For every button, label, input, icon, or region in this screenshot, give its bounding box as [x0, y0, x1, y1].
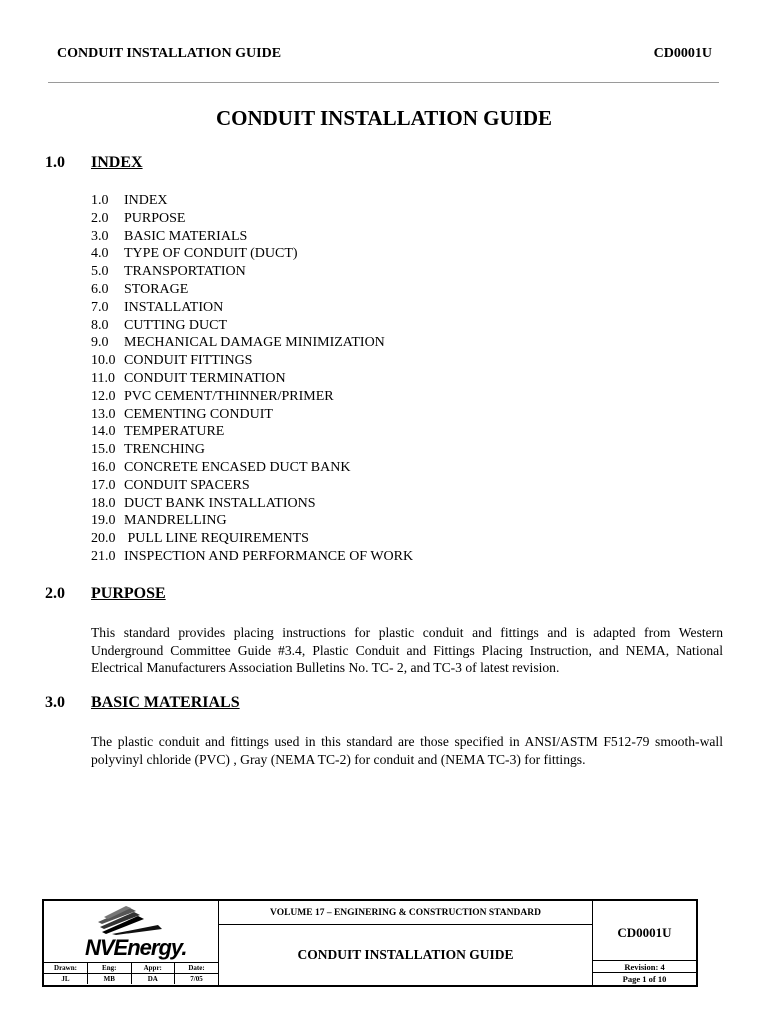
index-item-number: 5.0: [91, 264, 109, 280]
document-title: CONDUIT INSTALLATION GUIDE: [215, 106, 553, 130]
signoff-value-drawn: JL: [44, 974, 88, 985]
logo-wordmark: NVEnergy.: [85, 935, 187, 960]
index-item-label: CONCRETE ENCASED DUCT BANK: [124, 459, 351, 475]
footer-logo-cell: [44, 901, 219, 985]
index-item-label: CEMENTING CONDUIT: [124, 406, 273, 422]
index-item: [91, 263, 413, 281]
index-item-label: TRANSPORTATION: [124, 264, 246, 280]
index-item: [91, 512, 413, 530]
index-item: [91, 388, 413, 406]
section-title-basic-materials: BASIC MATERIALS: [91, 694, 240, 711]
basic-materials-paragraph: The plastic conduit and fittings used in this standard are those specified in ANSI/ASTM F512-79 smooth-wall polyvinyl chloride (PVC) , Gray (NEMA TC-2) for conduit and (NEMA TC-3) for fittings.: [91, 734, 723, 767]
index-item-number: 13.0: [91, 406, 116, 422]
index-item-label: DUCT BANK INSTALLATIONS: [124, 495, 316, 511]
index-item: [91, 228, 413, 246]
signoff-header-appr: Appr:: [131, 963, 175, 974]
index-item-label: BASIC MATERIALS: [124, 228, 248, 244]
index-item: [91, 548, 413, 566]
index-item-label: PVC CEMENT/THINNER/PRIMER: [124, 388, 334, 404]
header-doc-code: CD0001U: [653, 46, 712, 61]
index-item-number: 18.0: [91, 495, 116, 511]
index-item-label: TYPE OF CONDUIT (DUCT): [124, 246, 298, 262]
index-item-label: TRENCHING: [124, 442, 205, 458]
index-item: [91, 210, 413, 228]
footer-title-block: [42, 899, 698, 987]
signoff-header-date: Date:: [175, 963, 219, 974]
index-item-number: 7.0: [91, 299, 109, 315]
purpose-paragraph: This standard provides placing instructions for plastic conduit and fittings and is adapted from Western Underground Committee Guide #3.4, Plastic Conduit and Fittings Placing Instruction, and NEMA, National Electrical Manufacturers Association Bulletins No. TC- 2, and TC-3 of latest revision.: [91, 625, 723, 675]
index-item-number: 10.0: [91, 353, 116, 369]
signoff-value-eng: MB: [88, 974, 132, 985]
index-item: [91, 370, 413, 388]
header-title: CONDUIT INSTALLATION GUIDE: [57, 46, 282, 61]
index-item-number: 17.0: [91, 477, 116, 493]
footer-title-cell: [219, 901, 593, 985]
signoff-table: [44, 962, 218, 984]
index-item: [91, 245, 413, 263]
index-item: [91, 441, 413, 459]
index-item-number: 16.0: [91, 459, 116, 475]
index-item: [91, 352, 413, 370]
index-item-label: MECHANICAL DAMAGE MINIMIZATION: [124, 335, 385, 351]
index-item-label: INSPECTION AND PERFORMANCE OF WORK: [124, 548, 414, 564]
header-divider: [48, 82, 719, 83]
index-item-label: TEMPERATURE: [124, 424, 225, 440]
index-item: [91, 477, 413, 495]
index-item: [91, 317, 413, 335]
footer-info-cell: [593, 901, 696, 985]
index-item-label: MANDRELLING: [124, 513, 227, 529]
signoff-value-appr: DA: [131, 974, 175, 985]
index-item-number: 12.0: [91, 388, 116, 404]
footer-volume-label: VOLUME 17 – ENGINERING & CONSTRUCTION STANDARD: [219, 901, 592, 925]
index-item-label: CONDUIT FITTINGS: [124, 353, 253, 369]
index-item-number: 19.0: [91, 513, 116, 529]
index-item-label: STORAGE: [124, 281, 189, 297]
section-number-index: 1.0: [45, 154, 65, 171]
index-item-number: 3.0: [91, 228, 109, 244]
signoff-header-drawn: Drawn:: [44, 963, 88, 974]
energy-swoosh-icon: [94, 905, 164, 935]
index-item: [91, 530, 413, 548]
index-item: [91, 406, 413, 424]
index-list: [91, 192, 413, 566]
index-item-number: 1.0: [91, 193, 109, 208]
index-item-number: 9.0: [91, 335, 109, 351]
index-item-label: CUTTING DUCT: [124, 317, 228, 333]
index-item: [91, 334, 413, 352]
index-item: [91, 423, 413, 441]
index-item-number: 2.0: [91, 210, 109, 226]
footer-doc-code: CD0001U: [593, 901, 696, 961]
signoff-header-eng: Eng:: [88, 963, 132, 974]
index-item-number: 6.0: [91, 281, 109, 297]
signoff-value-date: 7/05: [175, 974, 219, 985]
index-item-label: PULL LINE REQUIREMENTS: [124, 531, 309, 547]
index-item: [91, 299, 413, 317]
section-number-purpose: 2.0: [45, 585, 65, 602]
footer-revision: Revision: 4: [593, 961, 696, 973]
index-item-number: 4.0: [91, 246, 109, 262]
section-title-index: INDEX: [91, 154, 143, 171]
index-item: [91, 281, 413, 299]
index-item-number: 11.0: [91, 370, 115, 386]
index-item: [91, 192, 413, 210]
index-item: [91, 459, 413, 477]
index-item-number: 14.0: [91, 424, 116, 440]
index-item-number: 20.0: [91, 531, 116, 547]
index-item-number: 15.0: [91, 442, 116, 458]
nv-energy-logo: [44, 901, 218, 962]
section-title-purpose: PURPOSE: [91, 585, 166, 602]
index-item-number: 8.0: [91, 317, 109, 333]
index-item-label: CONDUIT SPACERS: [124, 477, 250, 493]
index-item-number: 21.0: [91, 548, 116, 564]
index-item-label: CONDUIT TERMINATION: [124, 370, 286, 386]
index-item-label: INDEX: [124, 193, 168, 208]
index-item-label: INSTALLATION: [124, 299, 224, 315]
index-item-label: PURPOSE: [124, 210, 186, 226]
footer-page-number: Page 1 of 10: [622, 974, 667, 984]
footer-doc-title: CONDUIT INSTALLATION GUIDE: [297, 947, 514, 962]
index-item: [91, 495, 413, 513]
section-number-basic-materials: 3.0: [45, 694, 65, 711]
